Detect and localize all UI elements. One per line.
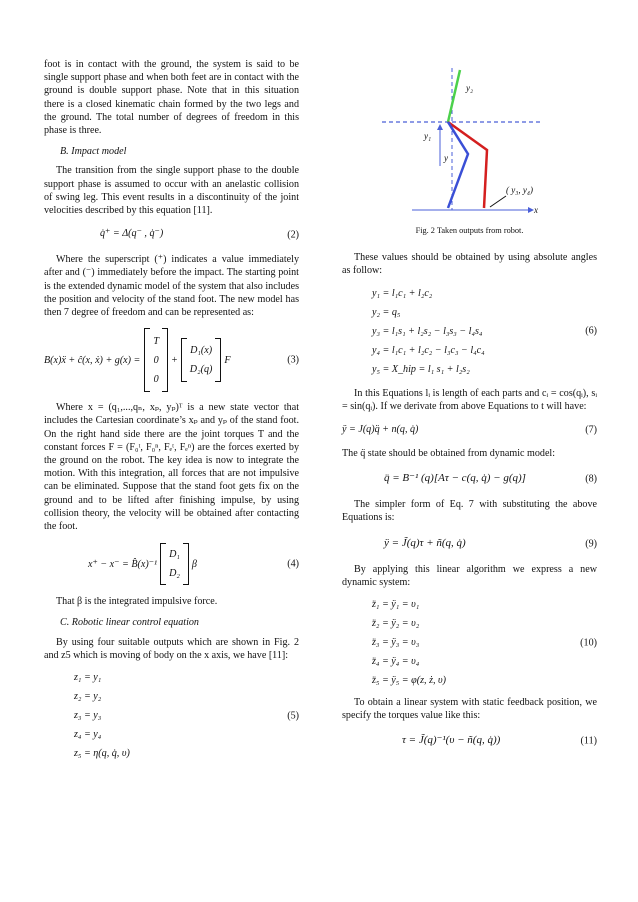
torso-green bbox=[448, 70, 460, 122]
equation-2 bbox=[44, 223, 299, 247]
label-y: y bbox=[444, 153, 448, 163]
paragraph-state-vector: Where x = (q₁,...,qₙ, xₚ, yₚ)ᵀ is a new state vector that includes the Cartesian coordinate’s xₚ and yₚ of the stand foot. On the right hand side there are the joint torques T and the constant forces F = (F₀ᵗ, F₀ⁿ, Fₑᵗ, Fₑⁿ) are the forces exerted by the ground on the robot. The key idea is now to integrate the motion. With this integration, all forces that are not impulsive can be eliminated. Suppose that the stand foot gets fix on the ground and to be lifted after finishing impulse, by using collision theory, the velocity will be obtained after contacting the foot. bbox=[44, 402, 299, 533]
paragraph-outputs: By using four suitable outputs which are shown in Fig. 2 and z5 which is moving of body on the x axis, we have [11]: bbox=[44, 636, 299, 661]
equation-8-number: (8) bbox=[585, 473, 597, 485]
label-x: x bbox=[534, 205, 538, 215]
paragraph-qddot-state: The q̈ state should be obtained from dynamic model: bbox=[342, 448, 556, 460]
equation-line: y₃ = l₁s₁ + l₂s₂ − l₃s₃ − l₄s₄ bbox=[372, 325, 483, 337]
paragraph-superscript: Where the superscript (⁺) indicates a value immediately after and (⁻) immediately before the impact. The starting point is the extended dynamic model of the system that also includes the position and velocity of the stand foot. The new model has then 7 degree of freedom and can be represented as: bbox=[44, 254, 299, 319]
equation-line: z₅ = η(q, q̇, υ) bbox=[74, 748, 130, 760]
label-y2: y₂ bbox=[466, 83, 474, 93]
equation-line: z̈₅ = ÿ₅ = φ(z, ż, υ) bbox=[372, 675, 447, 687]
y1-arrow-head bbox=[437, 124, 443, 130]
equation-11-number: (11) bbox=[580, 735, 597, 747]
section-heading-linear-control: C. Robotic linear control equation bbox=[60, 617, 199, 629]
equation-3-matrix-t bbox=[144, 328, 168, 392]
equation-line: z̈₄ = ÿ₄ = υ₄ bbox=[372, 656, 420, 668]
equation-line: z̈₁ = ÿ₁ = υ₁ bbox=[372, 599, 420, 611]
equation-line: z̈₂ = ÿ₂ = υ₂ bbox=[372, 618, 420, 630]
right-column bbox=[342, 58, 597, 760]
equation-3-plus: + bbox=[170, 354, 178, 366]
matrix-cell: D₁(x) bbox=[190, 345, 213, 357]
equation-3-number: (3) bbox=[287, 354, 299, 366]
equation-line: z̈₃ = ÿ₃ = υ₃ bbox=[372, 637, 420, 649]
equation-8 bbox=[342, 466, 597, 492]
paragraph-impulsive-force: That β is the integrated impulsive force. bbox=[56, 596, 218, 608]
equation-5 bbox=[74, 668, 299, 763]
paragraph-transition: The transition from the single support phase to the double support phase is assumed to occur with an anelastic collision of swing leg. This event results in a discontinuity of the joint velocities described by this equation [11]. bbox=[44, 165, 299, 217]
label-y3-y4: ( y₃, y₄) bbox=[506, 185, 533, 195]
equation-7-number: (7) bbox=[585, 424, 597, 436]
matrix-cell: D₂ bbox=[169, 568, 180, 580]
equation-line: y₄ = l₁c₁ + l₂c₂ − l₃c₃ − l₄c₄ bbox=[372, 344, 485, 356]
equation-3-force: F bbox=[224, 354, 231, 366]
equation-9-number: (9) bbox=[585, 538, 597, 550]
left-column bbox=[44, 58, 299, 769]
equation-4-lhs: x⁺ − x⁻ = B̂(x)⁻¹ bbox=[88, 558, 158, 570]
equation-8-body: q̈ = B⁻¹ (q)[Aτ − c(q, q̇) − g(q)] bbox=[384, 472, 526, 485]
equation-3-lhs: B(x)ẍ + ĉ(x, ẋ) + g(x) = bbox=[44, 354, 141, 366]
matrix-cell: D₁ bbox=[169, 549, 180, 561]
swing-foot-pointer bbox=[490, 196, 506, 207]
equation-3 bbox=[44, 325, 299, 395]
equation-line: y₂ = q₅ bbox=[372, 306, 401, 318]
equation-4-beta: β bbox=[191, 558, 197, 570]
equation-line: z₃ = y₃ bbox=[74, 710, 102, 722]
equation-line: z₂ = y₂ bbox=[74, 691, 102, 703]
paragraph-absolute-angles: These values should be obtained by using absolute angles as follow: bbox=[342, 252, 597, 277]
paragraph-linear-algorithm: By applying this linear algorithm we express a new dynamic system: bbox=[342, 563, 597, 588]
equation-5-number: (5) bbox=[287, 709, 299, 721]
paragraph-lengths: In this Equations lᵢ is length of each parts and cᵢ = cos(qᵢ), sᵢ = sin(qᵢ). If we derivate from above Equations to t will have: bbox=[342, 387, 597, 412]
equation-2-number: (2) bbox=[287, 229, 299, 241]
equation-line: z₁ = y₁ bbox=[74, 672, 102, 684]
paragraph-static-feedback: To obtain a linear system with static feedback position, we specify the torques value like this: bbox=[342, 697, 597, 722]
equation-line: z₄ = y₄ bbox=[74, 729, 102, 741]
equation-9-body: ÿ = J̃(q)τ + ñ(q, q̇) bbox=[384, 536, 466, 549]
equation-6-number: (6) bbox=[585, 325, 597, 337]
figure-caption: Fig. 2 Taken outputs from robot. bbox=[415, 226, 524, 235]
section-heading-impact-model: B. Impact model bbox=[60, 146, 127, 158]
equation-11 bbox=[342, 728, 597, 754]
equation-line: y₅ = X_hip = l₁ s₁ + l₂s₂ bbox=[372, 363, 470, 375]
equation-3-matrix-d bbox=[181, 338, 222, 382]
figure-robot-outputs bbox=[342, 58, 597, 218]
equation-7 bbox=[342, 419, 597, 441]
matrix-cell: 0 bbox=[153, 373, 159, 385]
equation-11-body: τ = J̃(q)⁻¹(υ − ñ(q, q̇)) bbox=[402, 734, 501, 747]
equation-4 bbox=[44, 539, 299, 589]
equation-line: y₁ = l₁c₁ + l₂c₂ bbox=[372, 287, 433, 299]
paragraph-foot-contact: foot is in contact with the ground, the system is said to be single support phase and when both feet are in contact with the ground is double support phase. Note that in this situation there is a closed kinematic chain formed by the two legs and the ground. The total number of degrees of freedom in this phase is three. bbox=[44, 59, 299, 137]
matrix-cell: D₂(q) bbox=[189, 364, 213, 376]
paragraph-simpler-form: The simpler form of Eq. 7 with substituting the above Equations is: bbox=[342, 499, 597, 524]
equation-2-body: q̇⁺ = Δ(q⁻ , q̇⁻) bbox=[100, 228, 164, 240]
equation-9 bbox=[342, 531, 597, 557]
equation-10-number: (10) bbox=[580, 636, 597, 648]
equation-4-matrix bbox=[160, 543, 189, 585]
equation-6 bbox=[372, 284, 597, 379]
label-y1: y₁ bbox=[424, 131, 432, 141]
matrix-cell: T bbox=[153, 335, 159, 347]
matrix-cell: 0 bbox=[153, 354, 159, 366]
equation-7-body: ÿ = J(q)q̈ + n(q, q̇) bbox=[342, 424, 419, 436]
equation-4-number: (4) bbox=[287, 558, 299, 570]
equation-10 bbox=[372, 595, 597, 690]
